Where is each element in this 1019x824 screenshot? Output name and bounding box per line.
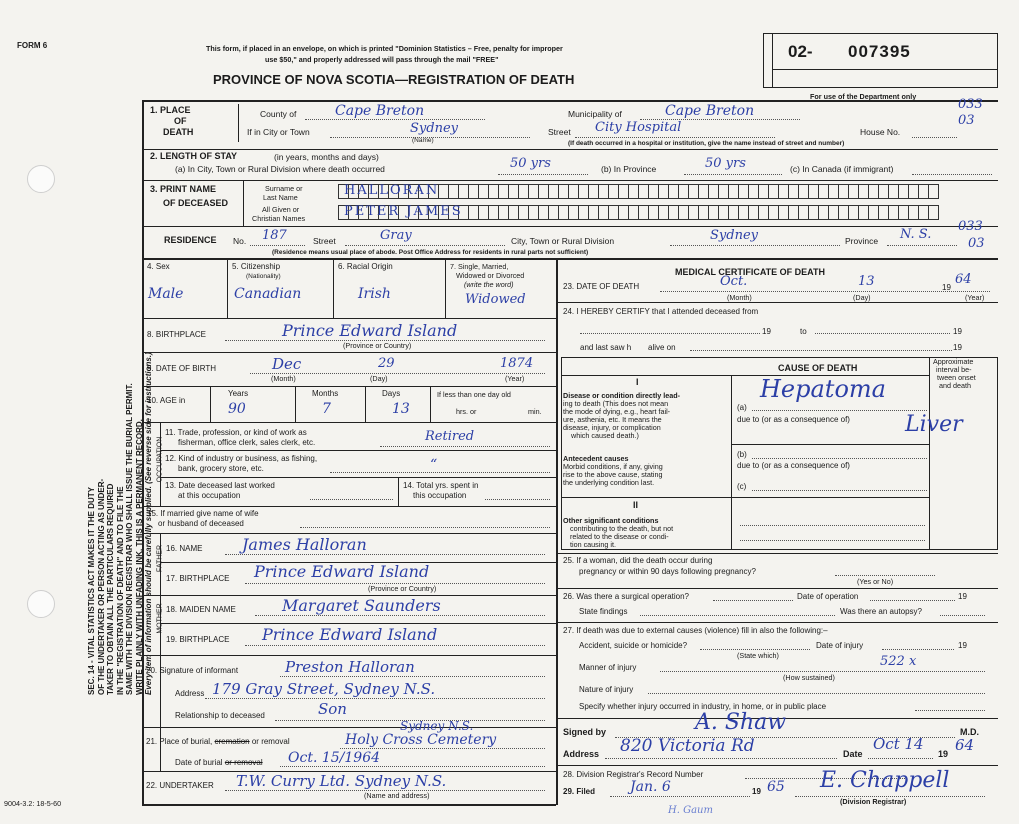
q11-value: Retired bbox=[425, 429, 475, 444]
birthplace-caption: (Province or Country) bbox=[343, 341, 412, 350]
disease-6: which caused death.) bbox=[571, 431, 639, 440]
dob-day-caption: (Day) bbox=[370, 374, 388, 383]
relationship-value: Son bbox=[318, 700, 347, 718]
side-line-4: IN THE "REGISTRATION OF DEATH" AND TO FILE THE bbox=[115, 486, 125, 695]
q24-19c: 19 bbox=[953, 343, 962, 352]
disease-5: disease, injury, or complication bbox=[563, 423, 661, 432]
q21-rest-text: or removal bbox=[251, 737, 290, 746]
q25-line-2: pregnancy or within 90 days following pregnancy? bbox=[579, 567, 756, 576]
residence-label: RESIDENCE bbox=[164, 235, 217, 245]
registration-prefix: 02- bbox=[788, 42, 813, 61]
q21-struck-text: cremation bbox=[214, 737, 250, 746]
cause-a-label: (a) bbox=[737, 403, 747, 412]
county-value: Cape Breton bbox=[335, 103, 425, 119]
accident-label: Accident, suicide or homicide? bbox=[579, 641, 688, 650]
q21-label-text: 21. Place of burial, bbox=[146, 737, 213, 746]
registration-number: 007395 bbox=[848, 42, 911, 61]
informant-signature: Preston Halloran bbox=[285, 658, 415, 676]
yes-no-caption: (Yes or No) bbox=[857, 577, 894, 586]
specify-label: Specify whether injury occurred in industry, in home, or in public place bbox=[579, 702, 827, 711]
signed-by-label: Signed by bbox=[563, 727, 607, 737]
due-to-label-2: due to (or as a consequence of) bbox=[737, 461, 850, 470]
manner-value: 522 x bbox=[880, 654, 917, 669]
envelope-note-2: use $50," and properly addressed will pass through the mail "FREE" bbox=[265, 55, 499, 64]
other-1: Other significant conditions bbox=[563, 516, 659, 525]
racial-label: 6. Racial Origin bbox=[338, 262, 393, 271]
disease-1: Disease or condition directly lead- bbox=[563, 391, 681, 400]
death-month-caption: (Month) bbox=[727, 293, 752, 302]
burial-place-above: Sydney N.S. bbox=[400, 719, 474, 733]
q22-label: 22. UNDERTAKER bbox=[146, 781, 214, 790]
dob-day: 29 bbox=[378, 356, 395, 371]
signed-year: 64 bbox=[955, 736, 975, 754]
part-ii: II bbox=[633, 500, 639, 510]
stay-b-value: 50 yrs bbox=[705, 156, 746, 171]
cause-c-label: (c) bbox=[737, 482, 747, 491]
address-label: Address bbox=[563, 749, 600, 759]
q24-to: to bbox=[800, 327, 807, 336]
house-label: House No. bbox=[860, 127, 901, 137]
state-findings-label: State findings bbox=[579, 607, 628, 616]
q26-19: 19 bbox=[958, 592, 967, 601]
q15-line-2: or husband of deceased bbox=[158, 519, 244, 528]
q26-label: 26. Was there a surgical operation? bbox=[563, 592, 689, 601]
burial-date-label bbox=[175, 759, 263, 767]
state-which-caption: (State which) bbox=[737, 651, 779, 660]
q17-label: 17. BIRTHPLACE bbox=[166, 574, 230, 583]
stay-label: 2. LENGTH OF STAY bbox=[150, 151, 238, 161]
name-label-1: 3. PRINT NAME bbox=[150, 184, 217, 194]
md-label: M.D. bbox=[960, 727, 979, 737]
dob-label: 9. DATE OF BIRTH bbox=[147, 364, 217, 373]
q27-label: 27. If death was due to external causes (violence) fill in also the following:– bbox=[563, 626, 828, 635]
occupation-side-label: OCCUPATION bbox=[156, 436, 164, 483]
marital-label-3: (write the word) bbox=[464, 280, 514, 289]
less-than-day-label: If less than one day old bbox=[437, 390, 511, 399]
min-label: min. bbox=[528, 407, 542, 416]
antecedent-4: the underlying condition last. bbox=[563, 478, 655, 487]
q25-line-1: 25. If a woman, did the death occur during bbox=[563, 556, 713, 565]
q28-label: 28. Division Registrar's Record Number bbox=[563, 770, 704, 779]
nature-label: Nature of injury bbox=[579, 685, 634, 694]
father-name: James Halloran bbox=[242, 535, 367, 554]
burial-date-label-text: Date of burial bbox=[175, 758, 223, 767]
municipality-value: Cape Breton bbox=[665, 103, 755, 119]
residence-street: Gray bbox=[380, 228, 412, 243]
q19-label: 19. BIRTHPLACE bbox=[166, 635, 230, 644]
filed-date: Jan. 6 bbox=[630, 779, 671, 795]
side-line-5: SAME WITH THE DIVISION REGISTRAR WHO SHALL ISSUE THE BURIAL PERMIT. bbox=[125, 383, 134, 695]
q29-label: 29. Filed bbox=[563, 787, 596, 796]
death-year-prefix: 19 bbox=[942, 283, 951, 292]
form-title: PROVINCE OF NOVA SCOTIA—REGISTRATION OF DEATH bbox=[213, 72, 575, 87]
citizenship-sub: (Nationality) bbox=[246, 273, 281, 280]
dept-use-label: For use of the Department only bbox=[810, 92, 917, 101]
q15-line-1: 15. If married give name of wife bbox=[147, 509, 259, 518]
q16-label: 16. NAME bbox=[166, 544, 203, 553]
q14-line-2: this occupation bbox=[413, 491, 467, 500]
racial-value: Irish bbox=[358, 286, 391, 302]
q21-label bbox=[146, 738, 290, 746]
death-day: 13 bbox=[858, 274, 875, 289]
cause-a-value: Hepatoma bbox=[760, 375, 886, 403]
place-label-3: DEATH bbox=[163, 127, 194, 137]
medical-title: MEDICAL CERTIFICATE OF DEATH bbox=[675, 267, 825, 277]
hrs-label: hrs. or bbox=[456, 407, 477, 416]
death-month: Oct. bbox=[720, 274, 748, 289]
residence-street-label: Street bbox=[313, 236, 336, 246]
side-line-6: WRITE PLAINLY WITH UNFADING INK. THIS IS A PERMANENT RECORD. bbox=[134, 419, 144, 695]
place-label-2: OF bbox=[174, 116, 187, 126]
dept-code-residence-1: 033 bbox=[958, 219, 983, 234]
residence-province: N. S. bbox=[900, 227, 932, 242]
q11-line-2: fisherman, office clerk, sales clerk, etc. bbox=[178, 438, 316, 447]
letter-box bbox=[928, 205, 939, 220]
months-label: Months bbox=[312, 389, 339, 398]
residence-city-label: City, Town or Rural Division bbox=[511, 236, 615, 246]
how-sustained-caption: (How sustained) bbox=[783, 673, 835, 682]
age-months: 7 bbox=[322, 401, 331, 417]
disease-4: ure, asthenia, etc. It means the bbox=[563, 415, 662, 424]
age-label: 10. AGE in bbox=[147, 396, 186, 405]
q24-label: 24. I HEREBY CERTIFY that I attended deceased from bbox=[563, 307, 759, 316]
name-label-2: OF DECEASED bbox=[163, 198, 229, 208]
mother-birthplace: Prince Edward Island bbox=[262, 625, 438, 644]
alive-on-label: alive on bbox=[648, 343, 676, 352]
death-day-caption: (Day) bbox=[853, 293, 871, 302]
birthplace-value: Prince Edward Island bbox=[282, 321, 458, 340]
undertaker-caption: (Name and address) bbox=[364, 791, 430, 800]
dob-year: 1874 bbox=[500, 356, 534, 371]
punch-hole-top bbox=[27, 165, 55, 193]
q11-line-1: 11. Trade, profession, or kind of work as bbox=[165, 428, 307, 437]
interval-3: tween onset bbox=[937, 373, 976, 382]
signed-date-19: 19 bbox=[938, 749, 949, 759]
sex-value: Male bbox=[148, 286, 184, 302]
date-injury-19: 19 bbox=[958, 641, 967, 650]
hospital-note: (If death occurred in a hospital or institution, give the name instead of street and number) bbox=[568, 140, 845, 147]
undertaker-value: T.W. Curry Ltd. Sydney N.S. bbox=[236, 772, 447, 790]
place-label-1: 1. PLACE bbox=[150, 105, 191, 115]
death-year: 64 bbox=[955, 272, 972, 287]
q23-label: 23. DATE OF DEATH bbox=[563, 282, 640, 291]
side-line-2: OF THE UNDERTAKER OR PERSON ACTING AS UNDER- bbox=[96, 478, 106, 695]
age-days: 13 bbox=[392, 401, 410, 417]
signed-date: Oct 14 bbox=[873, 735, 924, 753]
antecedent-1: Antecedent causes bbox=[563, 454, 629, 463]
q24-19a: 19 bbox=[762, 327, 771, 336]
other-4: tion causing it. bbox=[570, 540, 616, 549]
city-label: If in City or Town bbox=[247, 127, 310, 137]
given-label-1: All Given or bbox=[262, 205, 300, 214]
q24-19b: 19 bbox=[953, 327, 962, 336]
street-label: Street bbox=[548, 127, 571, 137]
q12-line-1: 12. Kind of industry or business, as fishing, bbox=[165, 454, 318, 463]
father-side-label: FATHER bbox=[156, 544, 164, 573]
days-label: Days bbox=[382, 389, 401, 398]
cause-title: CAUSE OF DEATH bbox=[778, 363, 858, 373]
stay-sub: (in years, months and days) bbox=[274, 152, 379, 162]
registrar-signature: E. Chappell bbox=[820, 768, 950, 793]
antecedent-2: Morbid conditions, if any, giving bbox=[563, 462, 663, 471]
burial-date-struck-text: or removal bbox=[224, 758, 263, 767]
filed-year: 65 bbox=[767, 779, 785, 795]
doctor-address: 820 Victoria Rd bbox=[620, 736, 755, 756]
burial-date: Oct. 15/1964 bbox=[288, 750, 381, 766]
informant-address: 179 Gray Street, Sydney N.S. bbox=[212, 680, 436, 698]
dob-year-caption: (Year) bbox=[505, 374, 525, 383]
given-label-2: Christian Names bbox=[252, 214, 306, 223]
q20-label: 20. Signature of informant bbox=[146, 666, 239, 675]
other-3: related to the disease or condi- bbox=[570, 532, 669, 541]
interval-2: interval be- bbox=[936, 365, 972, 374]
filed-19: 19 bbox=[752, 787, 761, 796]
given-value: PETER JAMES bbox=[344, 204, 463, 219]
stay-a-value: 50 yrs bbox=[510, 156, 551, 171]
stay-a-label: (a) In City, Town or Rural Division where death occurred bbox=[175, 164, 385, 174]
citizenship-value: Canadian bbox=[234, 286, 302, 302]
date-injury-label: Date of injury bbox=[816, 641, 864, 650]
relationship-label: Relationship to deceased bbox=[175, 711, 265, 720]
footer-code: 9004-3.2: 18-5-60 bbox=[4, 799, 62, 808]
informant-address-label: Address bbox=[175, 689, 205, 698]
interval-4: and death bbox=[939, 381, 971, 390]
cause-b-label: (b) bbox=[737, 450, 747, 459]
manner-label: Manner of injury bbox=[579, 663, 637, 672]
dept-code-place-1: 033 bbox=[958, 97, 983, 112]
municipality-label: Municipality of bbox=[568, 109, 622, 119]
surname-label-1: Surname or bbox=[265, 184, 303, 193]
q13-line-2: at this occupation bbox=[178, 491, 241, 500]
surname-label-2: Last Name bbox=[263, 193, 298, 202]
mother-side-label: MOTHER bbox=[156, 603, 164, 634]
years-label: Years bbox=[228, 389, 249, 398]
antecedent-3: rise to the above cause, stating bbox=[563, 470, 663, 479]
side-line-1: SEC. 14 - VITAL STATISTICS ACT MAKES IT THE DUTY bbox=[87, 486, 96, 695]
q14-line-1: 14. Total yrs. spent in bbox=[403, 481, 479, 490]
registrar-under-note: H. Gaum bbox=[668, 805, 713, 816]
birthplace-label: 8. BIRTHPLACE bbox=[147, 330, 206, 339]
residence-city: Sydney bbox=[710, 228, 758, 243]
form-number: FORM 6 bbox=[17, 41, 48, 50]
age-years: 90 bbox=[228, 401, 246, 417]
sex-label: 4. Sex bbox=[147, 262, 170, 271]
residence-province-label: Province bbox=[845, 236, 879, 246]
residence-no-label: No. bbox=[233, 236, 247, 246]
dob-month: Dec bbox=[272, 355, 302, 373]
q12-line-2: bank, grocery store, etc. bbox=[178, 464, 264, 473]
due-to-label: due to (or as a consequence of) bbox=[737, 415, 850, 424]
registrar-caption: (Division Registrar) bbox=[840, 797, 907, 806]
signed-by-value: A. Shaw bbox=[695, 710, 787, 735]
disease-2: ing to death (This does not mean bbox=[563, 399, 669, 408]
letter-box bbox=[928, 184, 939, 199]
q26-date-label: Date of operation bbox=[797, 592, 859, 601]
name-caption: (Name) bbox=[412, 137, 434, 144]
death-year-caption: (Year) bbox=[965, 293, 985, 302]
side-line-3: TAKER TO OBTAIN ALL THE PARTICULARS REQUIRED bbox=[106, 483, 115, 695]
city-value: Sydney bbox=[410, 121, 458, 136]
date-label: Date bbox=[843, 749, 863, 759]
stay-b-label: (b) In Province bbox=[601, 164, 657, 174]
q13-line-1: 13. Date deceased last worked bbox=[165, 481, 275, 490]
part-i: I bbox=[636, 377, 639, 387]
interval-1: Approximate bbox=[933, 357, 974, 366]
residence-no: 187 bbox=[262, 228, 287, 243]
father-birthplace-caption: (Province or Country) bbox=[368, 584, 437, 593]
street-value: City Hospital bbox=[595, 120, 682, 135]
marital-value: Widowed bbox=[465, 292, 526, 307]
dept-code-place-2: 03 bbox=[958, 113, 975, 128]
residence-note: (Residence means usual place of abode. Post Office Address for residents in rural parts not sufficient) bbox=[272, 249, 589, 256]
q12-value: “ bbox=[430, 457, 438, 473]
burial-place: Holy Cross Cemetery bbox=[345, 732, 497, 748]
other-2: contributing to the death, but not bbox=[570, 524, 674, 533]
dob-month-caption: (Month) bbox=[271, 374, 296, 383]
q18-label: 18. MAIDEN NAME bbox=[166, 605, 236, 614]
surname-value: HALLORAN bbox=[344, 183, 440, 198]
marital-label-2: Widowed or Divorced bbox=[456, 271, 525, 280]
marital-label-1: 7. Single, Married, bbox=[450, 262, 509, 271]
autopsy-label: Was there an autopsy? bbox=[840, 607, 922, 616]
father-birthplace: Prince Edward Island bbox=[254, 562, 430, 581]
stay-c-label: (c) In Canada (if immigrant) bbox=[790, 164, 894, 174]
county-label: County of bbox=[260, 109, 297, 119]
side-line-7: Every item of information should be carefully supplied. (See reverse side for instructions.) bbox=[144, 352, 153, 695]
punch-hole-bottom bbox=[27, 590, 55, 618]
envelope-note-1: This form, if placed in an envelope, on which is printed "Dominion Statistics – Free, penalty for improper bbox=[206, 44, 563, 53]
dept-code-residence-2: 03 bbox=[968, 236, 985, 251]
due-to-value: Liver bbox=[905, 412, 963, 437]
last-saw-label: and last saw h bbox=[580, 343, 632, 352]
mother-name: Margaret Saunders bbox=[282, 596, 441, 615]
citizenship-label: 5. Citizenship bbox=[232, 262, 281, 271]
disease-3: the mode of dying, e.g., heart fail- bbox=[563, 407, 671, 416]
